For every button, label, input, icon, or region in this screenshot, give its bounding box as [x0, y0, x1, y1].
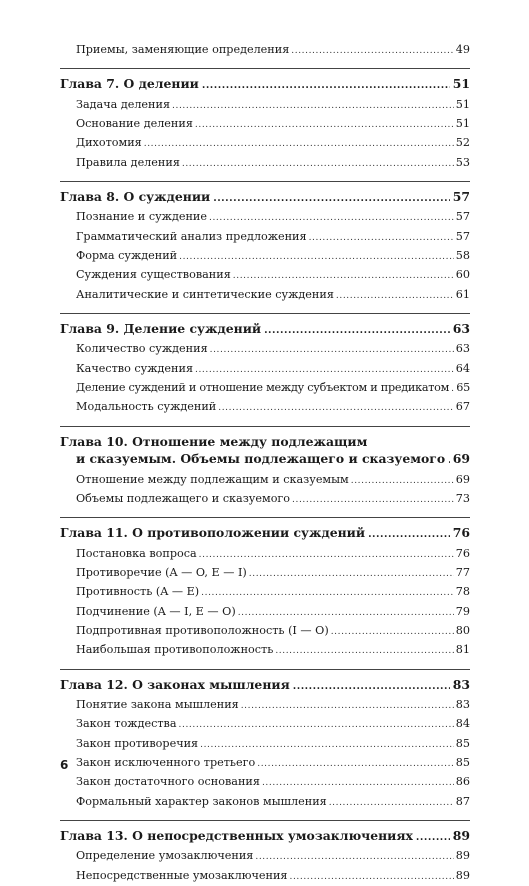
chapter-page: 57: [452, 188, 470, 204]
chapter-title: Глава 13. О непосредственных умозаключениях: [60, 827, 413, 843]
toc-entry-title: Подпротивная противоположность (I — O): [76, 623, 329, 637]
toc-entry-title: Закон тождества: [76, 717, 177, 731]
toc-entry-page: 78: [455, 585, 470, 599]
toc-entry: [60, 228, 470, 247]
dot-leader: [233, 268, 454, 285]
dot-leader: [257, 756, 454, 773]
chapter-title-line-1: Глава 10. Отношение между подлежащим: [60, 433, 368, 449]
toc-entry: [60, 603, 470, 622]
toc-entry-page: 51: [455, 97, 470, 111]
toc-entry-page: 79: [455, 604, 470, 618]
toc-entry-title: Аналитические и синтетические суждения: [76, 287, 334, 301]
toc-entry-page: 67: [455, 400, 470, 414]
toc-entry-title: Модальность суждений: [76, 400, 217, 414]
toc-entry-page: 85: [455, 736, 470, 750]
dot-leader: [368, 526, 450, 544]
chapter-page: 69: [452, 451, 470, 467]
toc-entry: [60, 154, 470, 173]
toc-entry: [60, 379, 470, 398]
chapter-title: Глава 9. Деление суждений: [60, 320, 262, 336]
chapter-page: 83: [452, 676, 470, 692]
toc-entry-page: 60: [455, 268, 470, 282]
toc-entry: [60, 793, 470, 812]
chapter-title: Глава 12. О законах мышления: [60, 676, 290, 692]
toc-entry: [60, 340, 470, 359]
dot-leader: [351, 473, 454, 490]
dot-leader: [213, 190, 450, 208]
dot-leader: [179, 717, 454, 734]
toc-entry-title: Отношение между подлежащим и сказуемым: [76, 472, 349, 486]
toc-entry-page: 61: [455, 287, 470, 301]
dot-leader: [329, 795, 454, 812]
toc-entry-page: 63: [455, 342, 470, 356]
chapter-9: [60, 313, 470, 418]
toc-entry: [60, 96, 470, 115]
toc-entry-title: Познание и суждение: [76, 210, 208, 224]
toc-entry-title: Задача деления: [76, 97, 171, 111]
toc-entry-title: Дихотомия: [76, 136, 142, 150]
chapter-page: 76: [452, 525, 470, 541]
toc-entry-page: 77: [455, 566, 470, 580]
toc-entry-title: Противоречие (A — O, E — I): [76, 566, 247, 580]
toc-entry: [60, 622, 470, 641]
dot-leader: [336, 288, 454, 305]
toc-entry-title: Противность (A — E): [76, 585, 200, 599]
toc-entry: [60, 286, 470, 305]
dot-leader: [416, 829, 450, 847]
chapter-title: Глава 8. О суждении: [60, 188, 211, 204]
toc-entry-title: Качество суждения: [76, 361, 194, 375]
chapter-heading: [60, 524, 470, 544]
toc-entry: [60, 247, 470, 266]
chapter-title: Глава 11. О противоположении суждений: [60, 525, 366, 541]
dot-leader: [218, 400, 453, 417]
dot-leader: [210, 342, 454, 359]
toc-entry-title: Основание деления: [76, 117, 193, 131]
toc-entry: [60, 266, 470, 285]
toc-entry-page: 76: [455, 546, 470, 560]
dot-leader: [293, 678, 450, 696]
page-number: 6: [60, 758, 69, 772]
toc-entry-title: Форма суждений: [76, 249, 178, 263]
toc-entry-title: Наибольшая противоположность: [76, 643, 274, 657]
toc-entry-title: Объемы подлежащего и сказуемого: [76, 491, 291, 505]
toc-entry-page: 57: [455, 229, 470, 243]
chapter-heading: [60, 320, 470, 340]
toc-entry-page: 69: [455, 472, 470, 486]
toc-entry-title: Суждения существования: [76, 268, 231, 282]
toc-entry: [60, 773, 470, 792]
chapter-heading: [60, 188, 470, 208]
chapter-10: [60, 426, 470, 510]
chapter-heading: [60, 450, 470, 470]
toc-entry-title: Правила деления: [76, 155, 180, 169]
toc-entry-page: 65: [456, 381, 470, 395]
toc-entry-title: Непосредственные умозаключения: [76, 868, 288, 882]
chapter-heading: [60, 827, 470, 847]
dot-leader: [241, 698, 454, 715]
toc-entry-title: Грамматический анализ предложения: [76, 229, 307, 243]
toc-entry-page: 53: [455, 155, 470, 169]
chapter-title-line-2: и сказуемым. Объемы подлежащего и сказуемого: [76, 451, 446, 467]
toc-entry: [60, 545, 470, 564]
dot-leader: [309, 230, 454, 247]
toc-entry-page: 81: [455, 643, 470, 657]
toc-entry-page: 57: [455, 210, 470, 224]
dot-leader: [262, 775, 454, 792]
dot-leader: [249, 566, 454, 583]
toc-entry-page: 49: [455, 43, 470, 56]
dot-leader: [448, 452, 450, 470]
dot-leader: [255, 849, 453, 866]
toc-entry-title: Закон исключенного третьего: [76, 755, 256, 769]
toc-entry-page: 80: [455, 623, 470, 637]
chapter-page: 89: [452, 827, 470, 843]
dot-leader: [264, 322, 450, 340]
toc-entry: [60, 641, 470, 660]
chapter-11: [60, 517, 470, 660]
toc-entry: [60, 867, 470, 886]
toc-entry: [60, 564, 470, 583]
dot-leader: [331, 624, 454, 641]
toc-entry: [60, 41, 470, 60]
toc-entry: [60, 735, 470, 754]
toc-entry-page: 73: [455, 491, 470, 505]
dot-leader: [172, 98, 454, 115]
dot-leader: [209, 210, 454, 227]
toc-entry-page: 87: [455, 794, 470, 808]
dot-leader: [292, 492, 454, 509]
toc-entry-title: Закон достаточного основания: [76, 775, 260, 789]
toc-entry-title: Количество суждения: [76, 342, 208, 356]
toc-entry-page: 51: [455, 117, 470, 131]
toc-entry: [60, 696, 470, 715]
dot-leader: [290, 869, 454, 886]
dot-leader: [195, 362, 454, 379]
chapter-page: 63: [452, 320, 470, 336]
toc-entry: [60, 115, 470, 134]
toc-entry-page: 86: [455, 775, 470, 789]
dot-leader: [195, 117, 454, 134]
dot-leader: [144, 136, 454, 153]
toc-entry-page: 83: [455, 698, 470, 712]
dot-leader: [202, 77, 450, 95]
chapter-12: [60, 669, 470, 812]
toc-entry-title: Формальный характер законов мышления: [76, 794, 327, 808]
toc-entry: [60, 208, 470, 227]
toc-entry-title: Понятие закона мышления: [76, 698, 239, 712]
toc-entry: [60, 847, 470, 866]
toc-entry-page: 64: [455, 361, 470, 375]
toc-entry-title: Приемы, заменяющие определения: [76, 43, 290, 56]
toc-entry-page: 85: [455, 755, 470, 769]
dot-leader: [275, 643, 453, 660]
toc-entry-page: 89: [455, 868, 470, 882]
chapter-heading: [60, 75, 470, 95]
toc-entry: [60, 360, 470, 379]
toc-entry: [60, 754, 470, 773]
chapter-13: [60, 820, 470, 886]
chapter-page: 51: [452, 76, 470, 92]
dot-leader: [201, 585, 454, 602]
toc-entry: [60, 134, 470, 153]
chapter-title: Глава 7. О делении: [60, 76, 199, 92]
table-of-contents: [60, 41, 470, 886]
dot-leader: [238, 605, 454, 622]
toc-entry: [60, 583, 470, 602]
dot-leader: [199, 547, 454, 564]
toc-entry-page: 89: [455, 849, 470, 863]
toc-entry-page: 84: [455, 717, 470, 731]
chapter-7: [60, 68, 470, 173]
toc-entry-title: Постановка вопроса: [76, 546, 197, 560]
toc-entry: [60, 471, 470, 490]
dot-leader: [451, 381, 454, 398]
chapter-heading: [60, 676, 470, 696]
chapter-8: [60, 181, 470, 305]
toc-entry-page: 52: [455, 136, 470, 150]
toc-entry: [60, 715, 470, 734]
dot-leader: [200, 737, 454, 754]
dot-leader: [291, 43, 453, 60]
toc-entry-title: Закон противоречия: [76, 736, 199, 750]
toc-entry-title: Подчинение (A — I, E — O): [76, 604, 236, 618]
dot-leader: [182, 156, 454, 173]
toc-entry: [60, 398, 470, 417]
toc-entry-title: Определение умозаключения: [76, 849, 254, 863]
toc-entry-page: 58: [455, 249, 470, 263]
toc-entry-title: Деление суждений и отношение между субъектом и предикатом: [76, 381, 450, 395]
dot-leader: [179, 249, 454, 266]
toc-entry: [60, 490, 470, 509]
